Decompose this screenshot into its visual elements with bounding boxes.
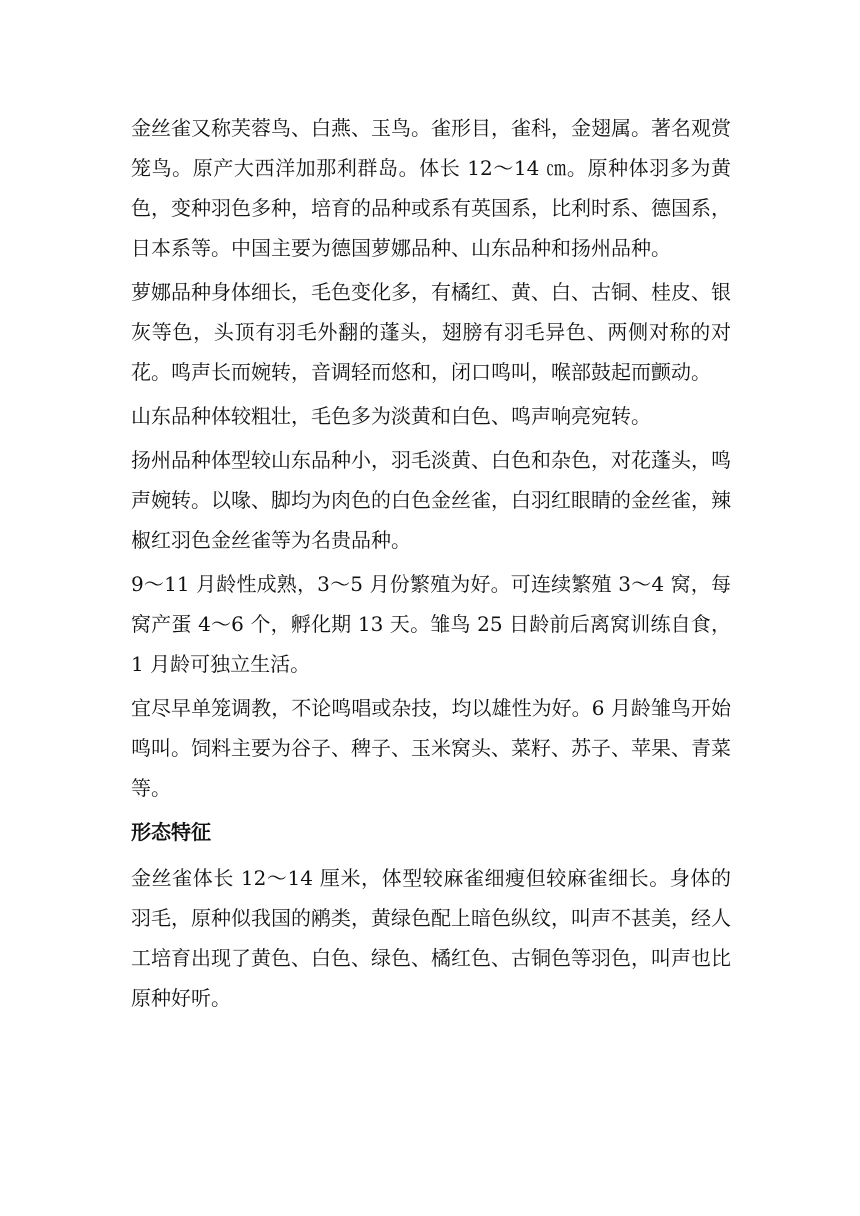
yangzhou-breed-paragraph: 扬州品种体型较山东品种小，羽毛淡黄、白色和杂色，对花蓬头，鸣声婉转。以喙、脚均为肉色的白色金丝雀，白羽红眼睛的金丝雀，辣椒红羽色金丝雀等为名贵品种。: [131, 448, 731, 552]
training-feeding-paragraph: 宜尽早单笼调教，不论鸣唱或杂技，均以雄性为好。6 月龄雏鸟开始鸣叫。饲料主要为谷子、稗子、玉米窝头、菜籽、苏子、苹果、青菜等。: [131, 696, 731, 800]
document-body: [131, 108, 731, 1022]
section-heading: 形态特征: [131, 820, 211, 844]
luona-breed-paragraph: 萝娜品种身体细长，毛色变化多，有橘红、黄、白、古铜、桂皮、银灰等色，头顶有羽毛外翻的蓬头，翅膀有羽毛异色、两侧对称的对花。鸣声长而婉转，音调轻而悠和，闭口鸣叫，喉部鼓起而颤动。: [131, 280, 731, 384]
breeding-paragraph: 9～11 月龄性成熟，3～5 月份繁殖为好。可连续繁殖 3～4 窝，每窝产蛋 4～6 个，孵化期 13 天。雏鸟 25 日龄前后离窝训练自食，1 月龄可独立生活。: [131, 572, 731, 676]
morphology-paragraph: 金丝雀体长 12～14 厘米，体型较麻雀细瘦但较麻雀细长。身体的羽毛，原种似我国的鹇类，黄绿色配上暗色纵纹，叫声不甚美，经人工培育出现了黄色、白色、绿色、橘红色、古铜色等羽色，叫声也比原种好听。: [131, 866, 731, 1010]
shandong-breed-paragraph: 山东品种体较粗壮，毛色多为淡黄和白色、鸣声响亮宛转。: [131, 404, 651, 428]
intro-paragraph: 金丝雀又称芙蓉鸟、白燕、玉鸟。雀形目，雀科，金翅属。著名观赏笼鸟。原产大西洋加那利群岛。体长 12～14 ㎝。原种体羽多为黄色，变种羽色多种，培育的品种或系有英国系，比利时系、德国系，日本系等。中国主要为德国萝娜品种、山东品种和扬州品种。: [131, 116, 731, 260]
